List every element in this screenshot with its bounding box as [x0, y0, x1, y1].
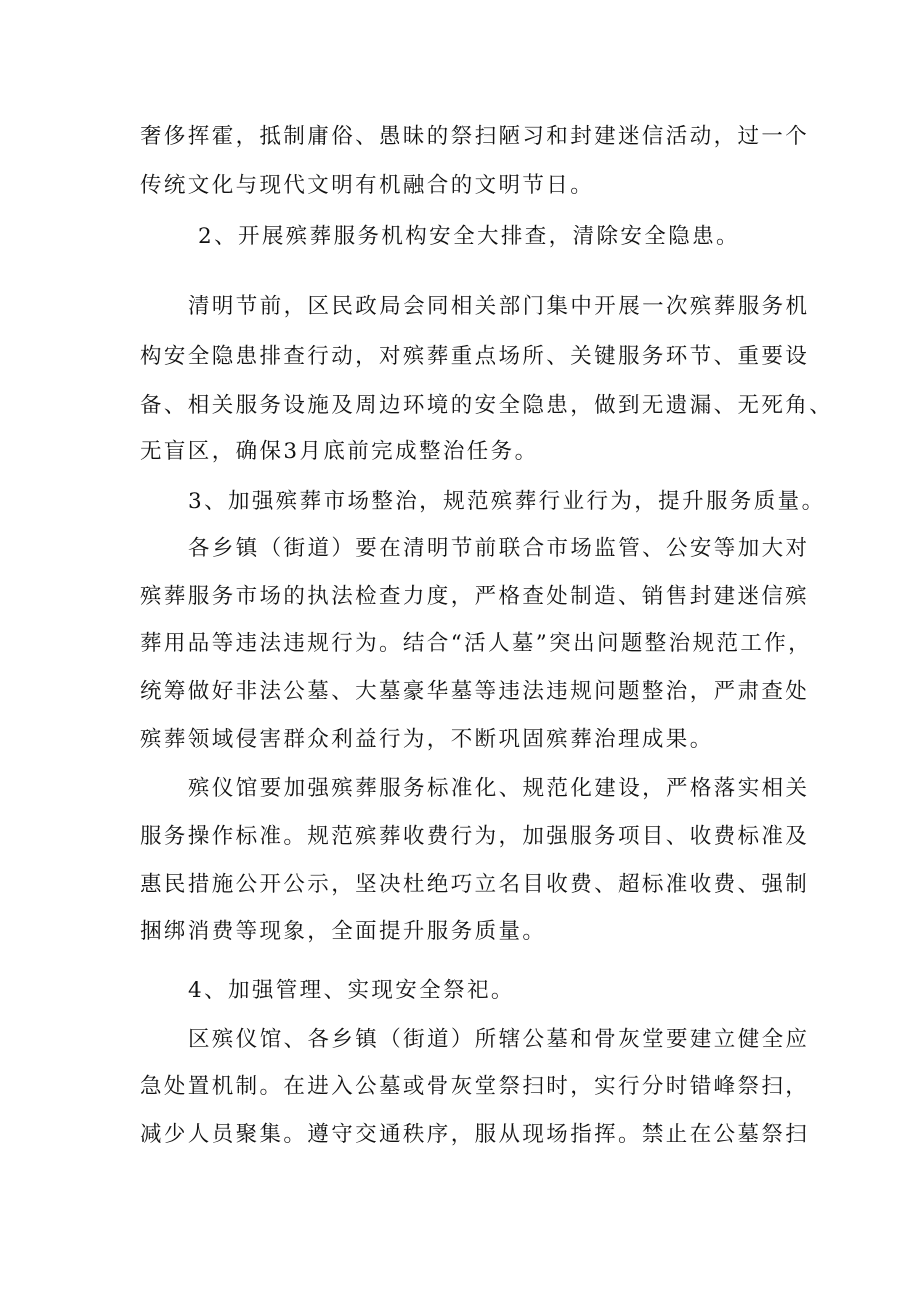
body-text-line: 殡葬领域侵害群众利益行为，不断巩固殡葬治理成果。	[140, 727, 714, 752]
body-text-line: 殡葬服务市场的执法检查力度，严格查处制造、销售封建迷信殡	[140, 584, 810, 609]
body-text-line: 惠民措施公开公示，坚决杜绝巧立名目收费、超标准收费、强制	[140, 872, 810, 897]
body-text-line: 急处置机制。在进入公墓或骨灰堂祭扫时，实行分时错峰祭扫，	[140, 1074, 810, 1099]
body-text-line: 捆绑消费等现象，全面提升服务质量。	[140, 919, 547, 944]
body-text-line: 殡仪馆要加强殡葬服务标准化、规范化建设，严格落实相关	[188, 776, 810, 801]
body-text-line: 统筹做好非法公墓、大墓豪华墓等违法违规问题整治，严肃查处	[140, 679, 810, 704]
body-text-line: 无盲区，确保3月底前完成整治任务。	[140, 439, 539, 464]
body-text-line: 葬用品等违法违规行为。结合“活人墓”突出问题整治规范工作，	[140, 631, 813, 656]
section-heading-2: 2、开展殡葬服务机构安全大排查，清除安全隐患。	[198, 224, 740, 249]
body-text-line: 传统文化与现代文明有机融合的文明节日。	[140, 173, 595, 198]
body-text-line: 奢侈挥霍，抵制庸俗、愚昧的祭扫陋习和封建迷信活动，过一个	[140, 124, 810, 149]
section-heading-4: 4、加强管理、实现安全祭祀。	[188, 978, 515, 1003]
body-text-line: 各乡镇（街道）要在清明节前联合市场监管、公安等加大对	[188, 536, 810, 561]
section-heading-3: 3、加强殡葬市场整治，规范殡葬行业行为，提升服务质量。	[188, 489, 826, 514]
body-text-line: 清明节前，区民政局会同相关部门集中开展一次殡葬服务机	[188, 294, 810, 319]
body-text-line: 减少人员聚集。遵守交通秩序，服从现场指挥。禁止在公墓祭扫	[140, 1122, 810, 1147]
body-text-line: 服务操作标准。规范殡葬收费行为，加强服务项目、收费标准及	[140, 824, 810, 849]
body-text-line: 备、相关服务设施及周边环境的安全隐患，做到无遗漏、无死角、	[140, 393, 834, 418]
body-text-line: 区殡仪馆、各乡镇（街道）所辖公墓和骨灰堂要建立健全应	[188, 1027, 810, 1052]
body-text-line: 构安全隐患排查行动，对殡葬重点场所、关键服务环节、重要设	[140, 344, 810, 369]
